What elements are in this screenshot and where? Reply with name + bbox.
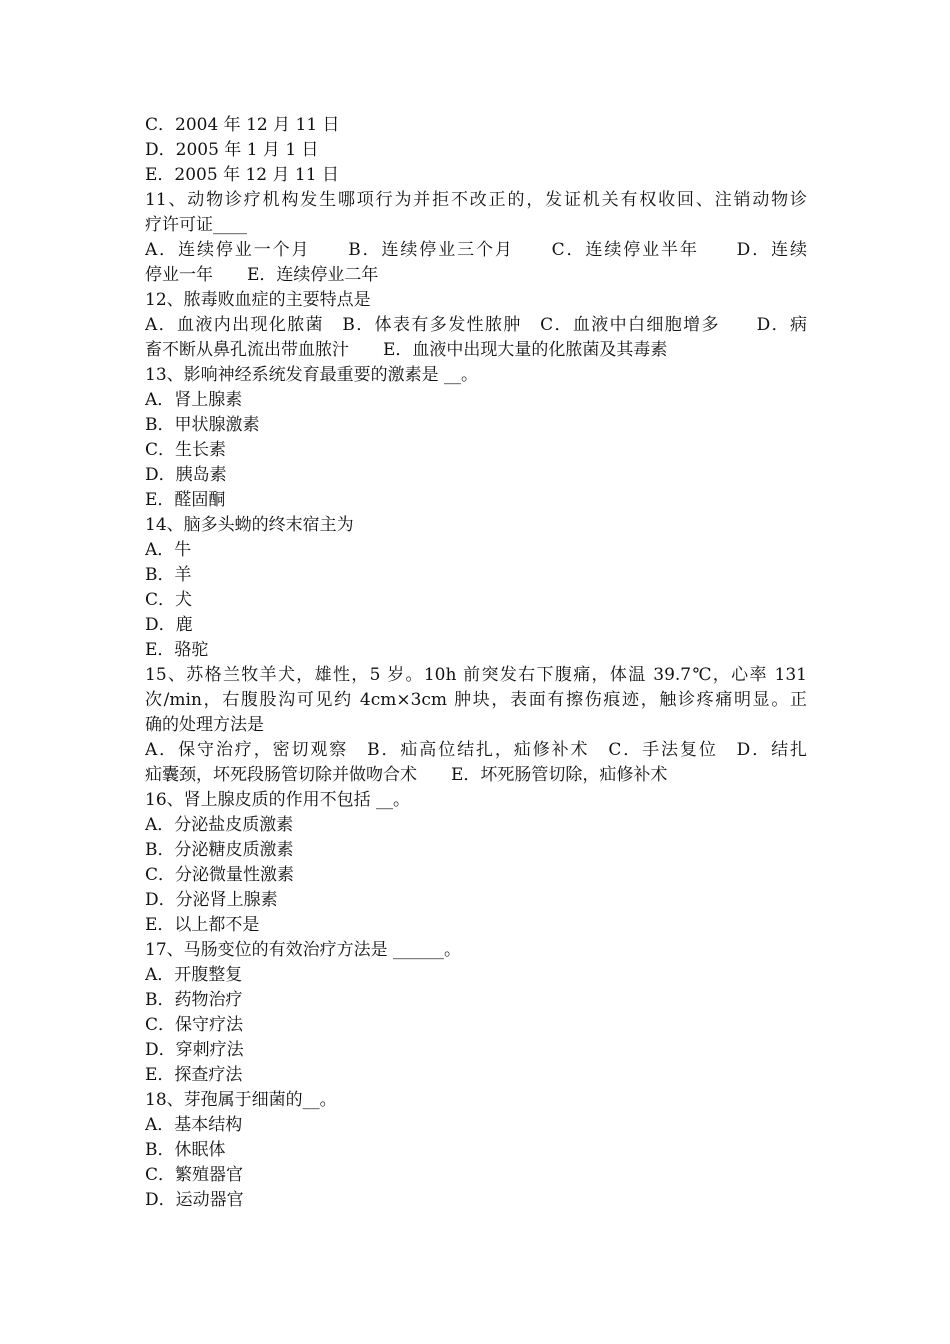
- question-line: 15、苏格兰牧羊犬，雄性，5 岁。10h 前突发右下腹痛，体温 39.7℃，心率 131: [145, 665, 807, 685]
- option-line: D．运动器官: [145, 1190, 244, 1210]
- document-page: [145, 113, 807, 1213]
- option-line: A．分泌盐皮质激素: [145, 815, 294, 835]
- question-line: 11、动物诊疗机构发生哪项行为并拒不改正的，发证机关有权收回、注销动物诊: [145, 190, 807, 210]
- option-line: D．分泌肾上腺素: [145, 890, 278, 910]
- question-line: 12、脓毒败血症的主要特点是: [145, 290, 371, 310]
- option-line: A．连续停业一个月 B．连续停业三个月 C．连续停业半年 D．连续: [145, 240, 807, 260]
- question-line: 13、影响神经系统发育最重要的激素是 __。: [145, 365, 479, 385]
- option-line: 停业一年 E．连续停业二年: [145, 265, 379, 285]
- option-line: A．肾上腺素: [145, 390, 243, 410]
- option-line: E．以上都不是: [145, 915, 260, 935]
- option-line: E．骆驼: [145, 640, 209, 660]
- option-line: A．血液内出现化脓菌 B．体表有多发性脓肿 C．血液中白细胞增多 D．病: [145, 315, 807, 335]
- option-line: C．犬: [145, 590, 193, 610]
- option-line: D．穿刺疗法: [145, 1040, 244, 1060]
- option-line: E．2005 年 12 月 11 日: [145, 165, 339, 185]
- option-line: C．分泌微量性激素: [145, 865, 295, 885]
- option-line: B．甲状腺激素: [145, 415, 260, 435]
- question-line: 次/min，右腹股沟可见约 4cm×3cm 肿块，表面有擦伤痕迹，触诊疼痛明显。正: [145, 690, 807, 710]
- option-line: B．休眠体: [145, 1140, 226, 1160]
- option-line: C．保守疗法: [145, 1015, 244, 1035]
- option-line: D．胰岛素: [145, 465, 227, 485]
- question-line: 14、脑多头蚴的终末宿主为: [145, 515, 354, 535]
- option-line: A．基本结构: [145, 1115, 243, 1135]
- option-line: C．生长素: [145, 440, 227, 460]
- option-line: B．分泌糖皮质激素: [145, 840, 294, 860]
- option-line: D．2005 年 1 月 1 日: [145, 140, 319, 160]
- question-line: 18、芽孢属于细菌的__。: [145, 1090, 337, 1110]
- option-line: B．羊: [145, 565, 192, 585]
- question-line: 17、马肠变位的有效治疗方法是 ______。: [145, 940, 462, 960]
- option-line: 畜不断从鼻孔流出带血脓汁 E．血液中出现大量的化脓菌及其毒素: [145, 340, 668, 360]
- question-line: 确的处理方法是: [145, 715, 264, 735]
- question-line: 疗许可证____: [145, 215, 247, 235]
- option-line: D．鹿: [145, 615, 193, 635]
- option-line: A．牛: [145, 540, 192, 560]
- question-line: 16、肾上腺皮质的作用不包括 __。: [145, 790, 411, 810]
- option-line: C．2004 年 12 月 11 日: [145, 115, 340, 135]
- option-line: B．药物治疗: [145, 990, 243, 1010]
- option-line: C．繁殖器官: [145, 1165, 244, 1185]
- option-line: 疝囊颈，坏死段肠管切除并做吻合术 E．坏死肠管切除，疝修补术: [145, 765, 668, 785]
- option-line: A．开腹整复: [145, 965, 243, 985]
- option-line: A．保守治疗，密切观察 B．疝高位结扎，疝修补术 C．手法复位 D．结扎: [145, 740, 807, 760]
- option-line: E．醛固酮: [145, 490, 226, 510]
- option-line: E．探查疗法: [145, 1065, 243, 1085]
